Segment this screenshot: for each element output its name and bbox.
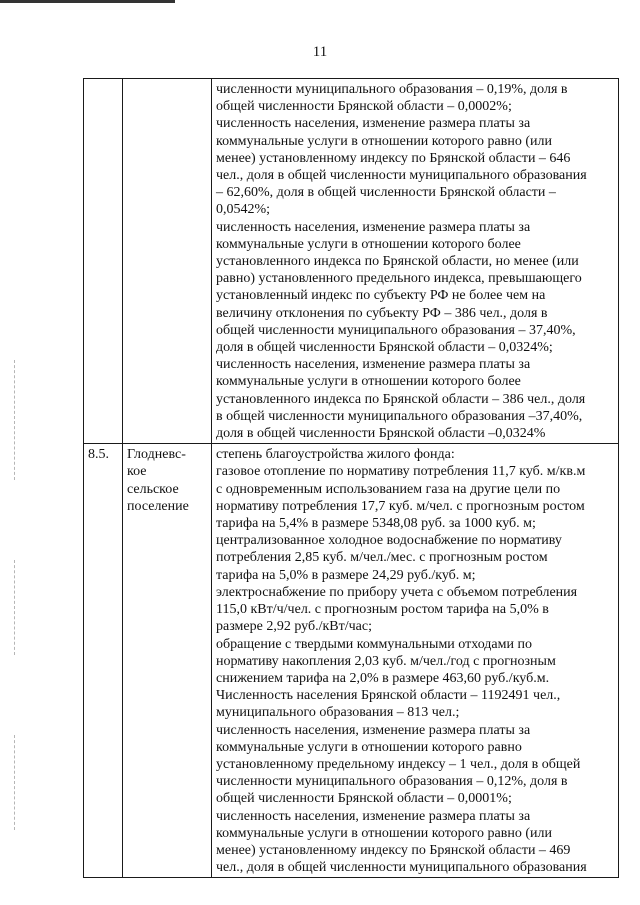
page-number: 11 <box>312 44 328 60</box>
text-line: в общей численности муниципального образования –37,40%, <box>216 408 583 424</box>
text-line: общей численности Брянской области – 0,0001%; <box>216 791 512 807</box>
text-line: Численность населения Брянской области – 1192491 чел., <box>216 688 561 704</box>
data-table <box>83 78 619 878</box>
margin-perforation-mark <box>14 560 16 655</box>
text-line: численность населения, изменение размера платы за <box>216 808 531 824</box>
row-number: 8.5. <box>88 447 109 463</box>
text-line: 115,0 кВт/ч/чел. с прогнозным ростом тарифа на 5,0% в <box>216 602 549 618</box>
text-line: коммунальные услуги в отношении которого равно (или <box>216 825 552 841</box>
text-line: установленного индекса по Брянской области, но менее (или <box>216 254 579 270</box>
text-line: нормативу потребления 17,7 куб. м/чел. с прогнозным ростом <box>216 498 585 514</box>
text-line: потребления 2,85 куб. м/чел./мес. с прогнозным ростом <box>216 550 548 566</box>
table-row-continuation <box>84 79 619 444</box>
text-line: численности муниципального образования – 0,19%, доля в <box>216 82 568 97</box>
text-line: численности муниципального образования – 0,12%, доля в <box>216 774 568 790</box>
margin-perforation-mark <box>14 360 16 480</box>
text-line: менее) установленному индексу по Брянской области – 646 <box>216 150 571 166</box>
text-line: коммунальные услуги в отношении которого равно (или <box>216 133 552 149</box>
text-line: общей численности Брянской области – 0,0002%; <box>216 99 512 115</box>
text-line: установленному предельному индексу – 1 чел., доля в общей <box>216 756 581 772</box>
text-line: коммунальные услуги в отношении которого более <box>216 236 521 252</box>
text-line: установленного индекса по Брянской области – 386 чел., доля <box>216 391 586 407</box>
text-line: тарифа на 5,0% в размере 24,29 руб./куб. м; <box>216 567 476 583</box>
settlement-name-line: поселение <box>127 498 189 514</box>
text-line: коммунальные услуги в отношении которого равно <box>216 739 522 755</box>
settlement-name-line: Глодневс- <box>127 447 186 463</box>
text-line: доля в общей численности Брянской области –0,0324% <box>216 426 546 442</box>
table-row-8-5 <box>84 444 619 878</box>
number-cell <box>84 79 123 444</box>
settlement-name-line: кое <box>127 464 147 480</box>
text-line: тарифа на 5,4% в размере 5348,08 руб. за 1000 куб. м; <box>216 516 536 532</box>
text-line: обращение с твердыми коммунальными отходами по <box>216 636 532 652</box>
text-line: установленный индекс по субъекту РФ не более чем на <box>216 288 546 304</box>
text-line: численность населения, изменение размера платы за <box>216 722 531 738</box>
margin-perforation-mark <box>14 735 16 830</box>
text-line: централизованное холодное водоснабжение по нормативу <box>216 533 562 549</box>
settlement-name-cell <box>123 444 212 878</box>
text-line: общей численности муниципального образования – 37,40%, <box>216 322 576 338</box>
text-line: коммунальные услуги в отношении которого более <box>216 374 521 390</box>
description-cell <box>212 79 619 444</box>
text-line: с одновременным использованием газа на другие цели по <box>216 481 561 497</box>
settlement-name-cell <box>123 79 212 444</box>
text-line: электроснабжение по прибору учета с объемом потребления <box>216 584 578 600</box>
text-line: численность населения, изменение размера платы за <box>216 357 531 373</box>
text-line: степень благоустройства жилого фонда: <box>216 447 455 463</box>
text-line: чел., доля в общей численности муниципального образования <box>216 168 587 184</box>
text-line: менее) установленному индексу по Брянской области – 469 <box>216 842 571 858</box>
number-cell <box>84 444 123 878</box>
text-line: газовое отопление по нормативу потребления 11,7 куб. м/кв.м <box>216 464 586 480</box>
text-line: муниципального образования – 813 чел.; <box>216 705 460 721</box>
text-line: нормативу накопления 2,03 куб. м/чел./год с прогнозным <box>216 653 556 669</box>
settlement-name-line: сельское <box>127 481 179 497</box>
text-line: чел., доля в общей численности муниципального образования <box>216 860 587 876</box>
text-line: равно) установленного предельного индекса, превышающего <box>216 271 582 287</box>
text-line: величину отклонения по субъекту РФ – 386 чел., доля в <box>216 305 548 321</box>
text-line: снижением тарифа на 2,0% в размере 463,60 руб./куб.м. <box>216 670 550 686</box>
text-line: численность населения, изменение размера платы за <box>216 219 531 235</box>
scan-edge-mark <box>0 0 175 3</box>
text-line: – 62,60%, доля в общей численности Брянской области – <box>216 185 556 201</box>
text-line: доля в общей численности Брянской области – 0,0324%; <box>216 340 553 356</box>
text-line: размере 2,92 руб./кВт/час; <box>216 619 372 635</box>
description-cell <box>212 444 619 878</box>
text-line: 0,0542%; <box>216 202 271 218</box>
text-line: численность населения, изменение размера платы за <box>216 116 531 132</box>
